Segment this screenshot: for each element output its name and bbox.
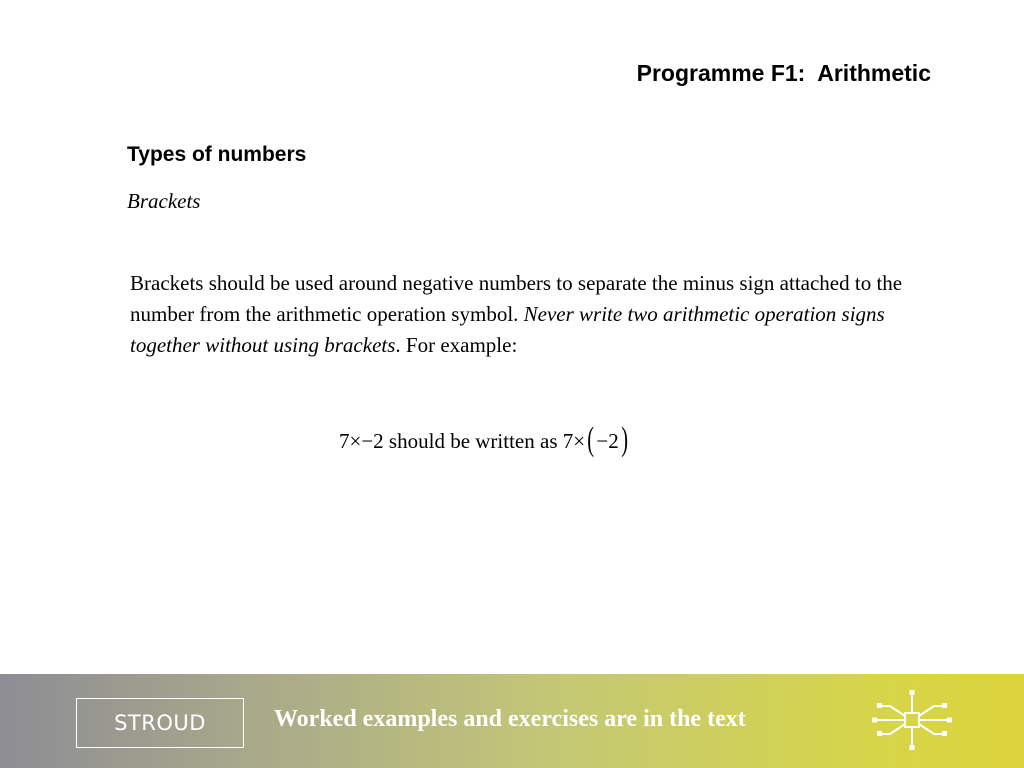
equation-inner: −2 [596,428,619,453]
equation-close-paren: ) [621,421,628,458]
equation-lhs: 7×−2 should be written as 7× [339,428,586,453]
body-text-part1: Brackets should be used around negative numbers to separate the minus sign attached to the number from the arithmetic operation symbol. [130,271,903,326]
brand-logo-text: STROUD [114,711,206,735]
network-icon [868,688,956,752]
body-text-italic: Never write two arithmetic operation signs together without using brackets [130,302,885,357]
programme-title: Programme F1: Arithmetic [636,60,931,86]
brand-logo-box [76,698,244,748]
example-equation [339,421,630,458]
section-heading: Types of numbers [127,143,307,166]
subsection-heading: Brackets [127,189,201,213]
body-text-part2: . For example: [395,333,518,357]
equation-open-paren: ( [587,421,595,458]
footer-note: Worked examples and exercises are in the text [274,706,746,732]
footer-bar [0,674,1024,768]
body-paragraph [130,268,930,361]
